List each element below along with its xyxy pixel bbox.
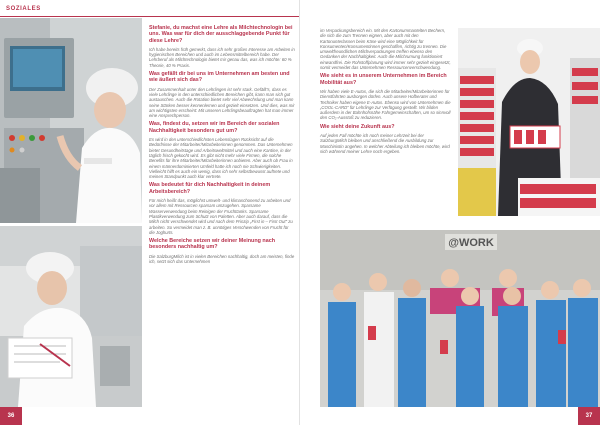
photo-machine-operator xyxy=(0,18,142,223)
answer-paragraph: Der Zusammenhalt unter den Lehrlingen ist sehr stark. Gefällt's, dass es viele Lehrlinge in den unterschiedlichen Bereichen gibt, kann man sich gut austauschen. Auch die Rotation bietet sehr viel Abwechslung und man kann seine Stärken besser kennenlernen und gezielt einsetzen. Und dies, was mir am wichtigsten erscheint: Mit unseren Lehrlingsbeauftragten hat man immer eine Ansprechperson. xyxy=(149,86,295,119)
left-text-column xyxy=(149,22,295,267)
answer-paragraph: Ich habe bereits früh gemerkt, dass ich sehr großes Interesse am Arbeiten in hygienischen Bereichen und auch im Lebensmittelbereich habe. Der Lehrberuf als Milchtechnologin bietet mir genau das, was ich möchte: 60 % Theorie, 40 % Praxis. xyxy=(149,46,295,68)
answer-paragraph: im Verpackungsbereich ein. Mit den Kartonummantelten Bechern, die sich die zum Trennen eignen, aber auch mit den Kartonunterlassen beim Käse wird eine Möglichkeit für Konsumenten/Konsumentinnen geschaffen, richtig zu trennen. Die umweltfreundlichen Milchverpackungen treffen ebenso den Gedanken der Nachhaltigkeit. Auch die Milchrumung funktioniert einwandfrei. Die Rohstoffplanung wird immer sehr gezielt eingesetzt, somit vermeidet das Unternehmen Ressourcenverschwendung. xyxy=(320,28,451,71)
page-number-right: 37 xyxy=(578,407,600,425)
section-divider xyxy=(0,16,300,17)
question-heading: Welche Bereiche setzen wir deiner Meinung nach besonders nachhaltig um? xyxy=(149,238,276,251)
work-sign: @WORK xyxy=(448,237,494,249)
page-number-left: 36 xyxy=(0,407,22,425)
question-heading: Was bedeutet für dich Nachhaltigkeit in deinem Arbeitsbereich? xyxy=(149,182,271,195)
question-heading: Wie sieht deine Zukunft aus? xyxy=(320,123,395,130)
question-heading: Stefanie, du machst eine Lehre als Milchtechnologin bei uns. Was war für dich der ausschlaggebende Punkt für diese Lehre? xyxy=(149,25,293,44)
right-page xyxy=(300,0,600,425)
photo-apprentices-group xyxy=(320,230,600,407)
answer-paragraph: Auf jeden Fall möchte ich noch meiner Lehrzeit bei der SalzburgMilch bleiben und anschließend die Ausbildung zur Maschinistin angehen. In welcher Abteilung ich bleiben möchte, wird sich während meiner Lehre noch ergeben. xyxy=(320,133,450,154)
answer-paragraph: Wir haben viele E-Autos, die sich die Mitarbeiter/Mitarbeiterinnen für Dienstfahrten ausborgen dürfen. Auch unsere Hofberater und Techniker haben eigene E-Autos. Ebenso wird von Unternehmen die „COOL-CARD“ für Lehrlinge zur Verfügung gestellt. Wir bilden außerdem in der Bahnhofsnähe Fahrgemeinschaften, um so sinnvoll den CO₂-Ausstoß zu reduzieren. xyxy=(320,88,451,121)
answer-paragraph: Es wird in den unterschiedlichsten Lebenslagen Rücksicht auf die Bedürfnisse der Mitarbeiter/Mitarbeiterinnen genommen. Das Unternehmen bietet Gesundheitstage und Arbeitsweltmittel und auch eine Kantine, in der täglich frisch gekocht wird. Es gibt nicht mehr viele Firmen, die solche Benefits für ihre Mitarbeiter/Mitarbeiterinnen anbieten. Aber auch ob Frau in einem männerdominierten Umfeld hatte ich noch nie Schwierigkeiten. Vielleicht hilft es auch ein wenig, dass ich sehr selbstbewusst auftrete und meinen Standpunkt auch klar vertrete. xyxy=(149,137,293,180)
right-text-column xyxy=(320,28,452,157)
question-heading: Wie sieht es in unserem Unternehmen im Bereich Mobilität aus? xyxy=(320,73,447,86)
answer-paragraph: Für mich heißt das, möglichst umwelt- und klimaschonend zu arbeiten und vor allem mit Ressourcen sparsam umzugehen. Sparsame Wasserverwendung beim Reinigen der Fruchttanks. Sparsame Plastikverwendung zum Schutz von Paletten. Aber auch darauf, dass die Milch nicht verschwendet wird und nach dem Prinzip „First in – First Out“ zu arbeiten. So vermeidet man z. B. unnötiges Verschwenden von Frucht für die Joghurts. xyxy=(149,198,293,235)
answer-paragraph: Die SalzburgMilch ist in vielen Bereichen nachhaltig, doch am meisten, finde ich, setzt sich das Unternehmen xyxy=(149,253,295,264)
photo-warehouse-worker xyxy=(458,28,600,216)
question-heading: Was, findest du, setzen wir im Bereich der sozialen Nachhaltigkeit besonders gut um? xyxy=(149,121,280,134)
question-heading: Was gefällt dir bei uns im Unternehmen am besten und wie äußert sich das? xyxy=(149,71,290,84)
section-label: SOZIALES xyxy=(6,6,41,12)
photo-lab-technician xyxy=(0,226,142,407)
